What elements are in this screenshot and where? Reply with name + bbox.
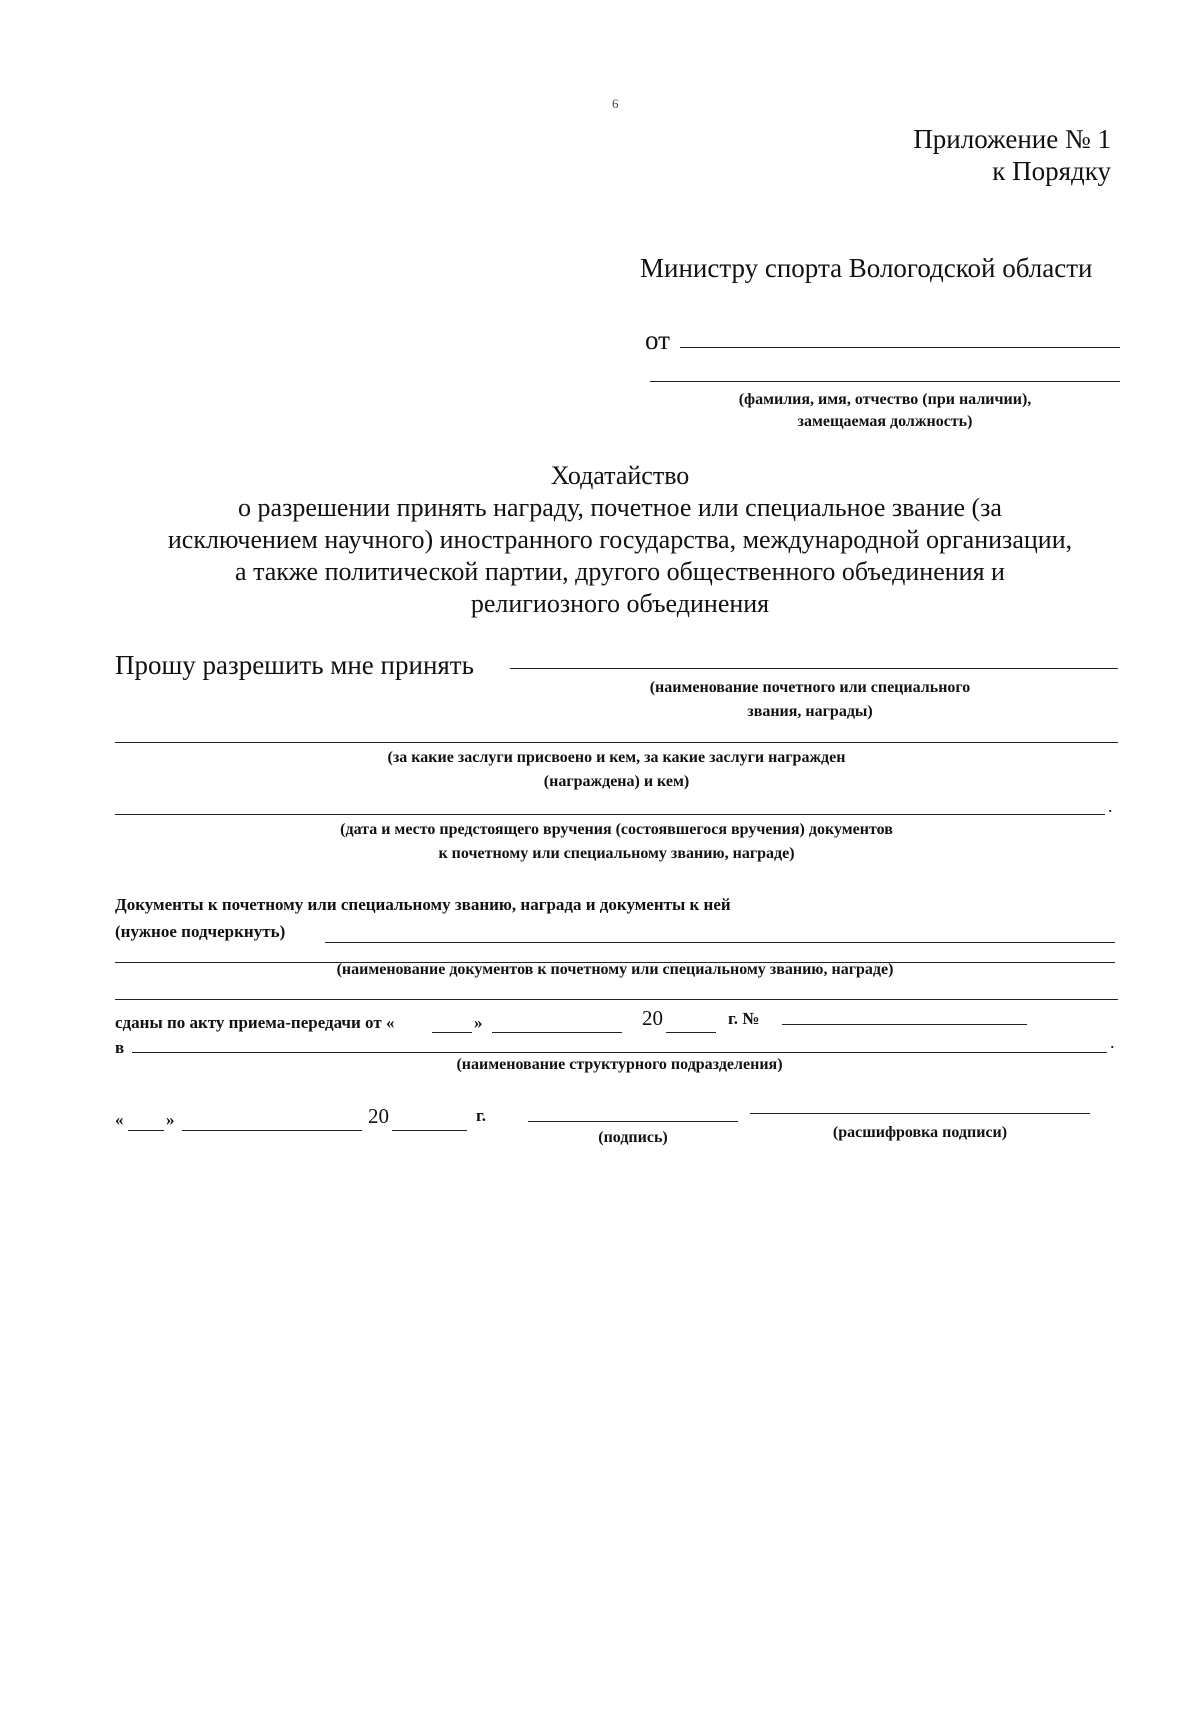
documents-underline-1	[325, 942, 1115, 943]
merits-line	[115, 742, 1118, 743]
act-year-line	[666, 1032, 716, 1033]
act-close-quote: »	[474, 1013, 483, 1032]
signature-close-quote: »	[166, 1110, 175, 1129]
documents-line-1: Документы к почетному или специальному званию, награда и документы к ней	[115, 895, 731, 914]
act-unit-hint: (наименование структурного подразделения)	[456, 1056, 783, 1073]
act-year-prefix: 20	[642, 1006, 663, 1030]
signature-decode-line	[750, 1113, 1090, 1114]
act-day-line	[432, 1032, 472, 1033]
appendix-line-2: к Порядку	[992, 156, 1111, 186]
signature-month-line	[182, 1130, 362, 1131]
request-hint-2-line-2: (награждена) и кем)	[543, 773, 690, 790]
award-name-line	[510, 668, 1118, 669]
title-line-2: о разрешении принять награду, почетное или специальное звание (за	[238, 493, 1002, 522]
act-month-line	[492, 1032, 622, 1033]
appendix-line-1: Приложение № 1	[913, 124, 1111, 154]
page-marker: 6	[612, 96, 619, 111]
title-line-5: религиозного объединения	[470, 589, 770, 618]
request-hint-3-line-2: к почетному или специальному званию, награде)	[438, 845, 795, 862]
act-period: .	[1110, 1032, 1115, 1052]
from-hint-line-2: замещаемая должность)	[797, 413, 973, 430]
title-line-3: исключением научного) иностранного государства, международной организации,	[167, 525, 1073, 554]
signature-open-quote: «	[115, 1110, 124, 1129]
request-hint-1-line-2: звания, награды)	[747, 703, 873, 720]
from-name-line	[680, 347, 1120, 348]
request-label: Прошу разрешить мне принять	[115, 650, 474, 680]
signature-year-prefix: 20	[368, 1104, 389, 1128]
request-hint-2-line-1: (за какие заслуги присвоено и кем, за какие заслуги награжден	[387, 749, 846, 766]
documents-hint: (наименование документов к почетному или специальному званию, награде)	[336, 961, 894, 978]
signature-year-line	[392, 1130, 467, 1131]
signature-decode-hint: (расшифровка подписи)	[832, 1124, 1008, 1141]
addressee: Министру спорта Вологодской области	[640, 253, 1093, 283]
act-in-label: в	[115, 1038, 125, 1057]
request-hint-1-line-1: (наименование почетного или специального	[649, 679, 971, 696]
from-position-line	[650, 381, 1120, 382]
documents-underline-3	[115, 999, 1118, 1000]
document-title: Ходатайство	[550, 461, 690, 490]
from-label: от	[645, 325, 670, 355]
from-hint-line-1: (фамилия, имя, отчество (при наличии),	[738, 391, 1032, 408]
documents-line-2: (нужное подчеркнуть)	[115, 922, 286, 941]
request-period: .	[1108, 796, 1113, 816]
title-line-4: а также политической партии, другого общественного объединения и	[235, 557, 1005, 586]
act-year-suffix: г. №	[728, 1009, 760, 1028]
signature-day-line	[128, 1130, 164, 1131]
signature-sign-line	[528, 1121, 738, 1122]
request-hint-3-line-1: (дата и место предстоящего вручения (состоявшегося вручения) документов	[340, 821, 893, 838]
ceremony-line	[115, 814, 1105, 815]
signature-year-suffix: г.	[476, 1106, 487, 1125]
act-prefix: сданы по акту приема-передачи от «	[115, 1013, 395, 1032]
act-number-line	[782, 1024, 1027, 1025]
signature-sign-hint: (подпись)	[598, 1129, 668, 1146]
